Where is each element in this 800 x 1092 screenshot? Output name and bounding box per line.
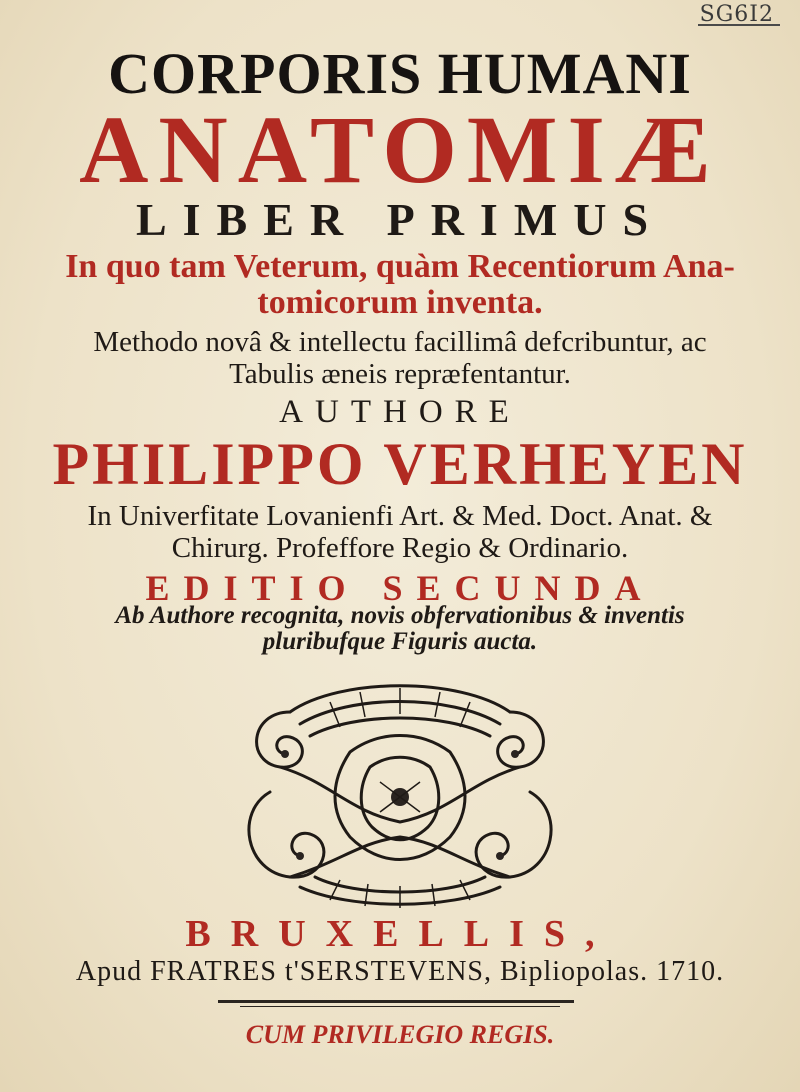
imprint-publisher: Apud FRATRES t'SERSTEVENS, Bipliopolas. 1710.	[75, 956, 725, 987]
authore-label: AUTHORE	[279, 394, 521, 430]
imprint-rule-thin	[240, 1006, 560, 1007]
imprint-city: BRUXELLIS,	[185, 913, 615, 955]
subtitle-line-1: In quo tam Veterum, quàm Recentiorum Ana-	[65, 248, 735, 285]
shelfmark: SG6I2	[699, 2, 774, 27]
edition-label: EDITIO SECUNDA	[145, 568, 655, 608]
imprint-rule-thick	[218, 1000, 574, 1003]
subtitle-line-2: tomicorum inventa.	[257, 284, 543, 321]
edition-note-line-2: pluribufque Figuris aucta.	[262, 628, 538, 655]
privilege-line: CUM PRIVILEGIO REGIS.	[245, 1020, 555, 1049]
author-name: PHILIPPO VERHEYEN	[52, 431, 748, 497]
edition-note-line-1: Ab Authore recognita, novis obfervationibus & inventis	[115, 602, 685, 629]
method-line-2: Tabulis æneis repræfentantur.	[229, 358, 571, 390]
title-line-liber-primus: LIBER PRIMUS	[135, 194, 665, 245]
title-line-corporis: CORPORIS HUMANI	[108, 41, 692, 106]
title-line-anatomiae: ANATOMIÆ	[79, 96, 721, 203]
author-title-line-1: In Univerfitate Lovanienfi Art. & Med. Doct. Anat. &	[87, 500, 713, 532]
printers-ornament-icon	[230, 672, 570, 910]
method-line-1: Methodo novâ & intellectu facillimâ defcribuntur, ac	[93, 326, 707, 358]
author-title-line-2: Chirurg. Profeffore Regio & Ordinario.	[171, 532, 629, 564]
